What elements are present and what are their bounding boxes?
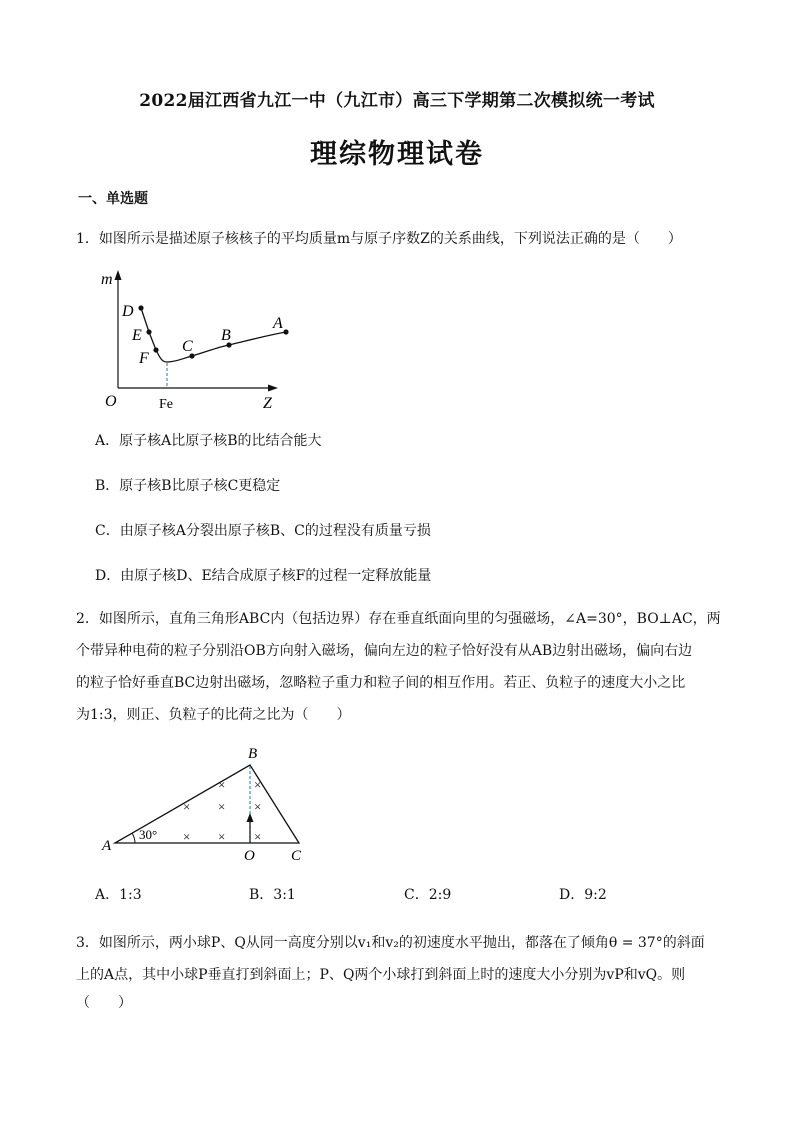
point-b-label: B [221,327,231,344]
question-1-stem: 1．如图所示是描述原子核核子的平均质量m与原子序数Z的关系曲线，下列说法正确的是（ ） [76,231,682,247]
point-e-label: E [132,327,142,344]
point-f-label: F [139,350,149,367]
point-o-label: O [244,848,255,864]
point-f [153,347,158,352]
vertex-a-label: A [102,838,112,854]
angle-label: 30° [139,827,158,842]
field-mark: × [183,829,191,844]
question-3-stem-line-3: （ ） [76,995,132,1011]
y-axis-label: m [101,271,113,288]
field-mark: × [254,799,262,814]
x-axis-label: Z [263,395,272,412]
point-c-label: C [182,338,193,355]
field-mark: × [254,829,262,844]
field-mark: × [254,777,262,792]
question-2-option-a: A．1:3 [95,887,142,903]
field-mark: × [218,777,226,792]
question-2-option-d: D．9:2 [559,887,607,903]
question-2-stem-line-4: 为1:3，则正、负粒子的比荷之比为（ ） [76,707,351,723]
question-2-figure [98,740,313,865]
field-mark: × [218,799,226,814]
field-mark: × [218,829,226,844]
y-axis-arrow [115,270,122,280]
vertex-b-label: B [248,746,258,762]
velocity-arrow-head [247,813,254,822]
point-d [138,305,143,310]
point-d-label: D [122,303,134,320]
question-1-option-c: C．由原子核A分裂出原子核B、C的过程没有质量亏损 [95,523,431,539]
field-mark: × [183,799,191,814]
question-3-stem-line-1: 3．如图所示，两小球P、Q从同一高度分别以v₁和v₂的初速度水平抛出，都落在了倾角θ = 37°的斜面 [76,935,705,951]
point-e [146,329,151,334]
question-1-option-b: B．原子核B比原子核C更稳定 [95,478,281,494]
question-2-stem-line-2: 个带异种电荷的粒子分别沿OB方向射入磁场，偏向左边的粒子恰好没有从AB边射出磁场，偏向右边 [76,643,693,659]
point-a-label: A [273,315,283,332]
question-2-option-b: B．3:1 [249,887,296,903]
question-2-stem-line-3: 的粒子恰好垂直BC边射出磁场，忽略粒子重力和粒子间的相互作用。若正、负粒子的速度大小之比 [76,675,686,691]
question-2-option-c: C．2:9 [404,887,452,903]
question-1-option-d: D．由原子核D、E结合成原子核F的过程一定释放能量 [95,568,432,584]
question-1-option-a: A．原子核A比原子核B的比结合能大 [95,433,322,449]
angle-arc [132,833,135,843]
x-axis-arrow [268,385,278,392]
question-2-stem-line-1: 2．如图所示，直角三角形ABC内（包括边界）存在垂直纸面向里的匀强磁场，∠A=30°，BO⊥AC，两 [76,611,721,627]
exam-title: 2022届江西省九江一中（九江市）高三下学期第二次模拟统一考试 [139,91,655,111]
question-1-figure [96,266,296,416]
vertex-c-label: C [291,848,302,864]
question-3-stem-line-2: 上的A点，其中小球P垂直打到斜面上；P、Q两个小球打到斜面上时的速度大小分别为vP和vQ。则 [76,967,686,983]
exam-subtitle: 理综物理试卷 [310,139,484,170]
section-heading: 一、单选题 [78,191,148,207]
mass-curve [141,308,286,362]
fe-label: Fe [159,397,173,412]
origin-label: O [105,393,117,410]
point-a [283,329,288,334]
